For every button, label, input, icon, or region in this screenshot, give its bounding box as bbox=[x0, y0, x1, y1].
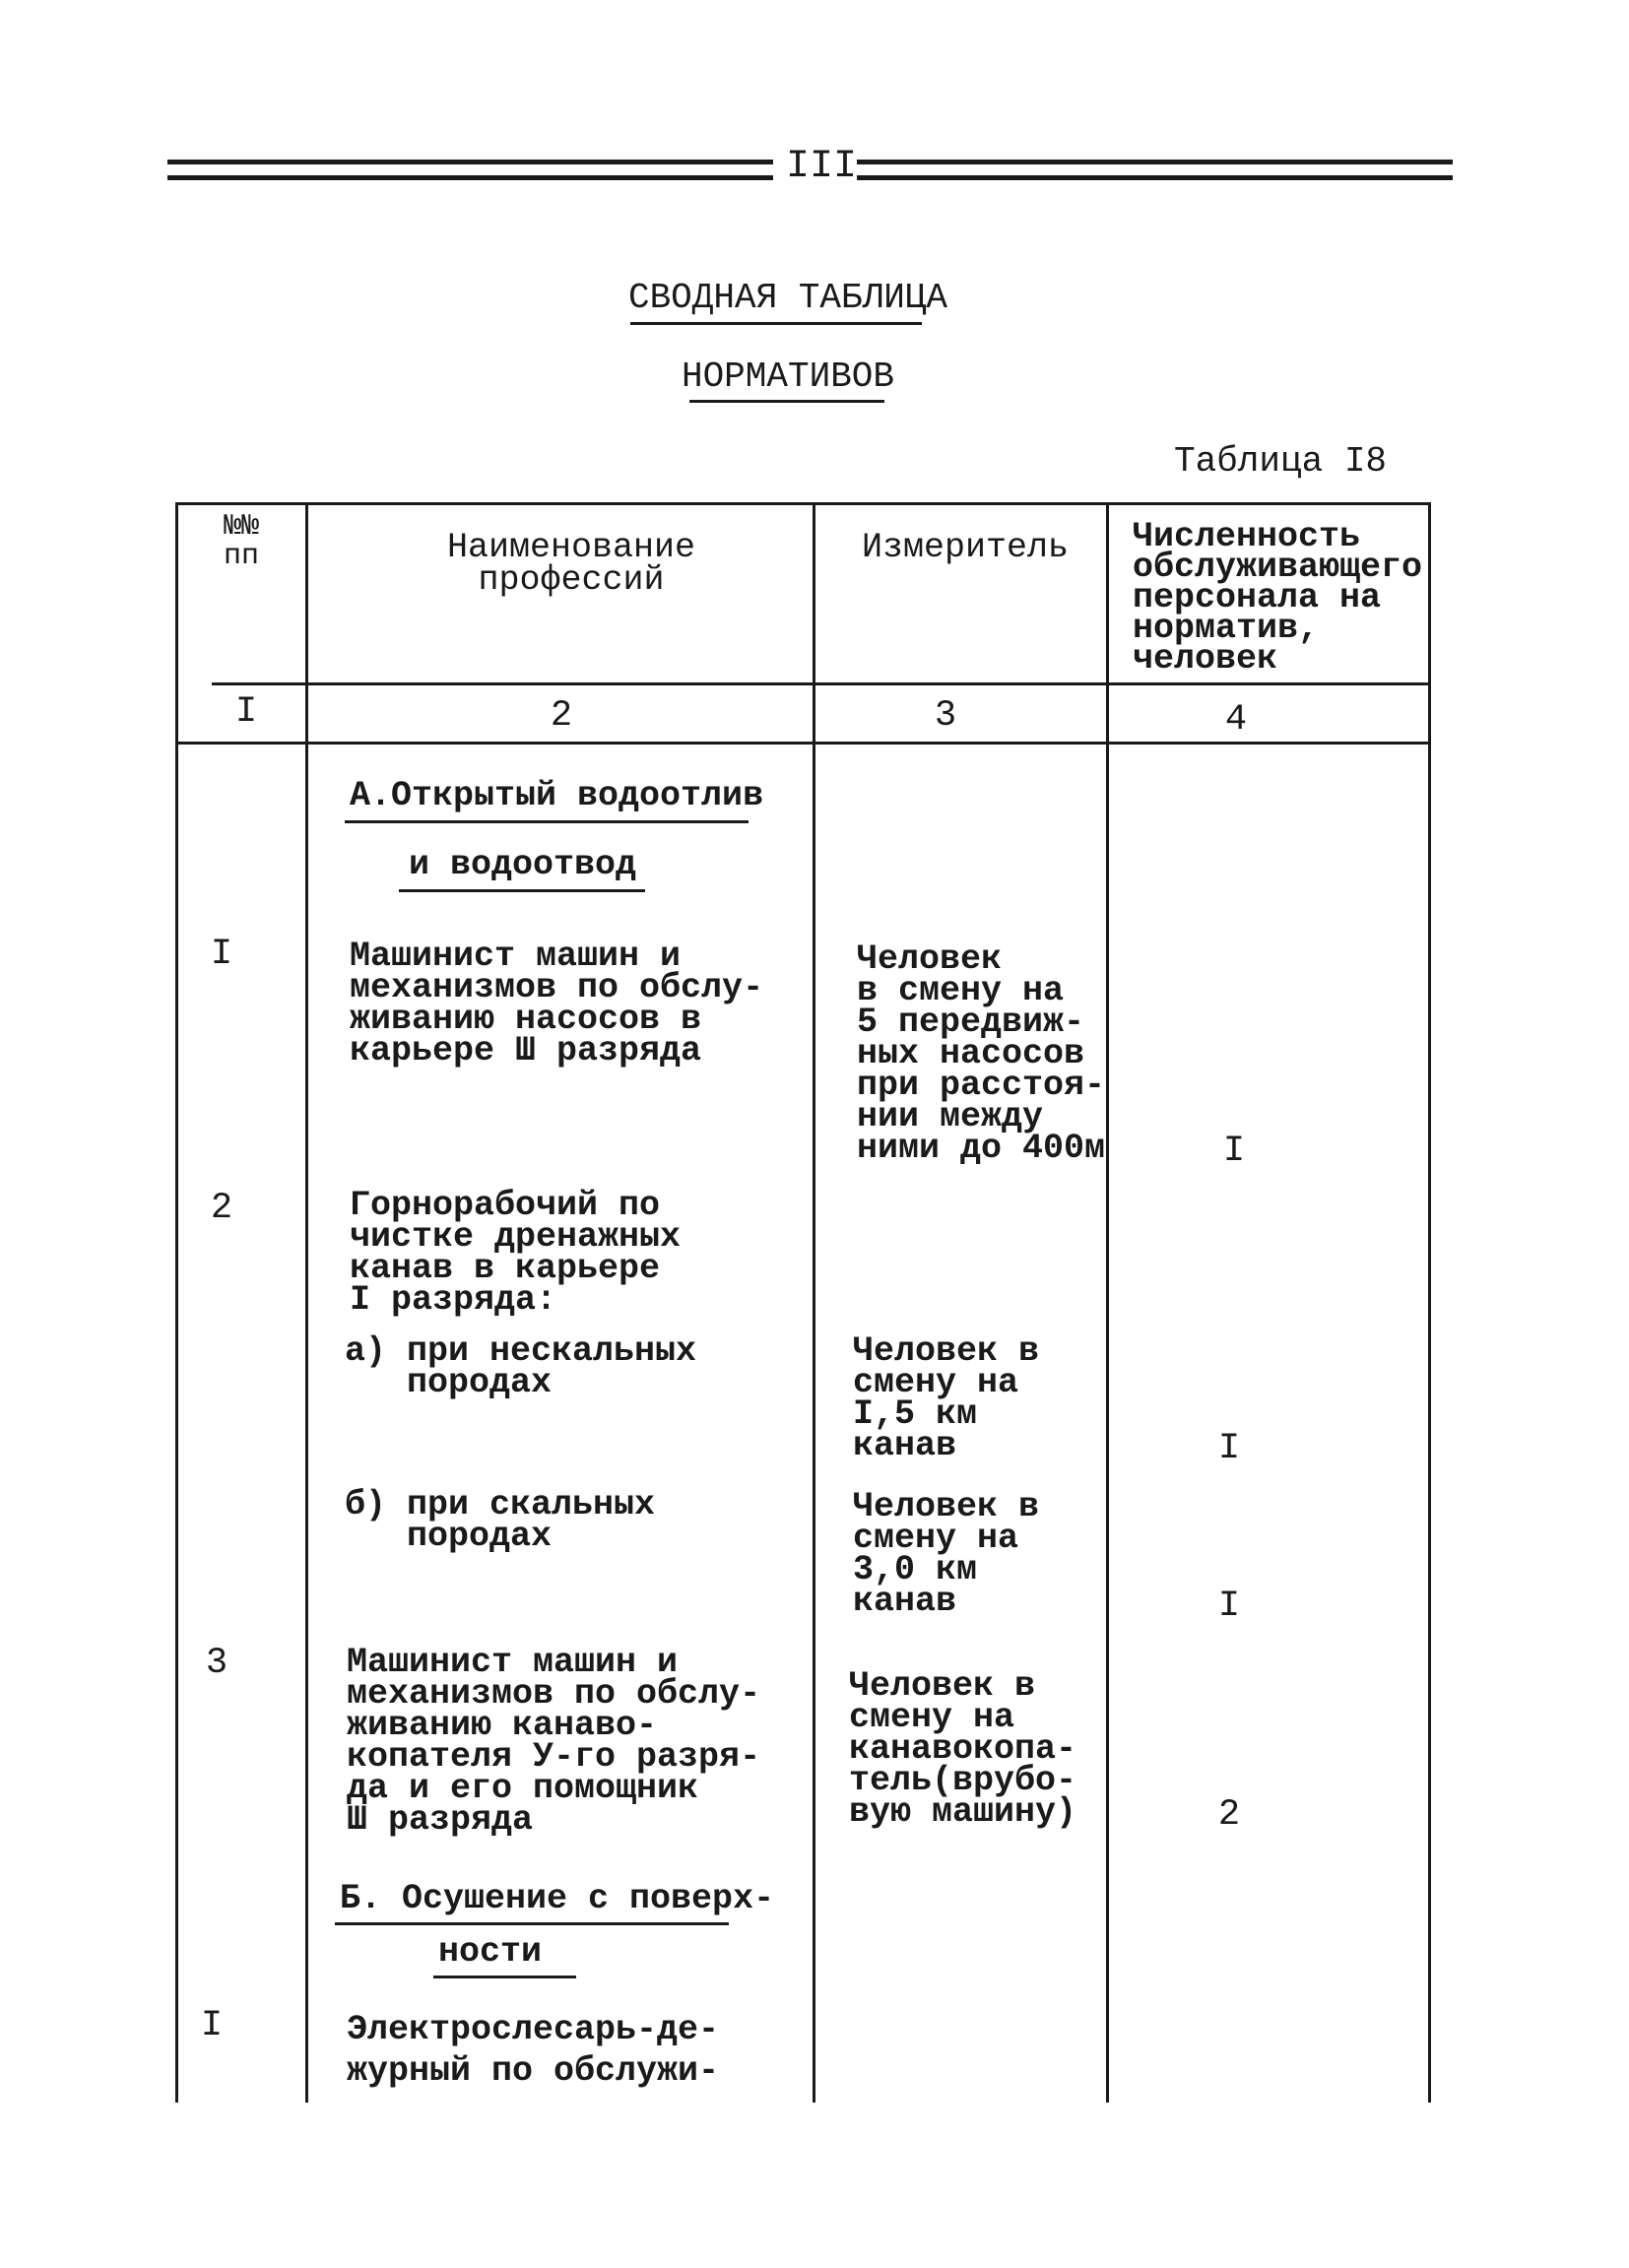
table-label: Таблица I8 bbox=[1174, 441, 1388, 482]
section-a-underline-2 bbox=[399, 889, 645, 892]
header-rule-left-bottom bbox=[167, 175, 773, 180]
header-col-profession: Наименование профессий bbox=[446, 528, 696, 600]
header-col-measure: Измеритель bbox=[861, 528, 1070, 567]
row3-profession: Машинист машин и механизмов по обслу- живанию канаво- копателя У-го разря- да и его помощник Ш разряда bbox=[347, 1643, 761, 1840]
row2b-measure: Человек в смену на 3,0 км канав bbox=[853, 1487, 1040, 1621]
row2a-subitem: а) при нескальных породах bbox=[345, 1331, 697, 1402]
header-col-number: №№ пп bbox=[223, 510, 259, 573]
row-b1-profession: Электрослесарь-де- журный по обслужи- bbox=[347, 2010, 720, 2091]
title-underline-2 bbox=[689, 400, 884, 403]
page-number: III bbox=[786, 145, 858, 189]
row1-count: I bbox=[1222, 1131, 1246, 1172]
page-title-line2: НОРМАТИВОВ bbox=[681, 356, 895, 397]
section-a-heading-line2: и водоотвод bbox=[409, 845, 637, 884]
row3-measure: Человек в смену на канавокопа- тель(врубо- вую машину) bbox=[849, 1666, 1077, 1832]
row3-count: 2 bbox=[1217, 1794, 1241, 1836]
section-b-underline-2 bbox=[433, 1976, 576, 1978]
colnum-3: 3 bbox=[934, 695, 957, 737]
row2b-count: I bbox=[1217, 1586, 1241, 1627]
page-title-line1: СВОДНАЯ ТАБЛИЦА bbox=[627, 278, 948, 318]
colnum-1: I bbox=[234, 691, 258, 733]
header-bottom-line bbox=[212, 682, 1431, 685]
section-b-heading-line1: Б. Осушение с поверх- bbox=[340, 1879, 775, 1918]
section-b-underline-1 bbox=[335, 1922, 729, 1925]
colnum-bottom-line bbox=[175, 742, 1431, 745]
header-rule-right-top bbox=[857, 160, 1453, 164]
row2-number: 2 bbox=[210, 1188, 233, 1229]
header-col-staff-count: Численность обслуживающего персонала на норматив, человек bbox=[1133, 517, 1423, 679]
row2-profession: Горнорабочий по чистке дренажных канав в карьере I разряда: bbox=[350, 1186, 682, 1320]
row1-measure: Человек в смену на 5 передвиж- ных насосов при расстоя- нии между ними до 400м bbox=[857, 940, 1106, 1168]
section-a-underline-1 bbox=[345, 820, 749, 823]
header-rule-right-bottom bbox=[857, 175, 1453, 180]
header-rule-left-top bbox=[167, 160, 773, 164]
section-a-heading-line1: А.Открытый водоотлив bbox=[350, 776, 764, 815]
colnum-2: 2 bbox=[550, 695, 573, 737]
table-border-top bbox=[175, 502, 1431, 505]
row2a-measure: Человек в смену на I,5 км канав bbox=[853, 1331, 1040, 1465]
row1-profession: Машинист машин и механизмов по обслу- живанию насосов в карьере Ш разряда bbox=[350, 937, 764, 1070]
section-b-heading-line2: ности bbox=[438, 1932, 543, 1972]
colnum-4: 4 bbox=[1224, 699, 1248, 741]
title-underline-1 bbox=[630, 322, 922, 325]
row2b-subitem: б) при скальных породах bbox=[345, 1485, 656, 1556]
row2a-count: I bbox=[1217, 1428, 1241, 1469]
row-b1-number: I bbox=[200, 2005, 224, 2046]
row1-number: I bbox=[210, 934, 233, 975]
row3-number: 3 bbox=[205, 1643, 228, 1684]
